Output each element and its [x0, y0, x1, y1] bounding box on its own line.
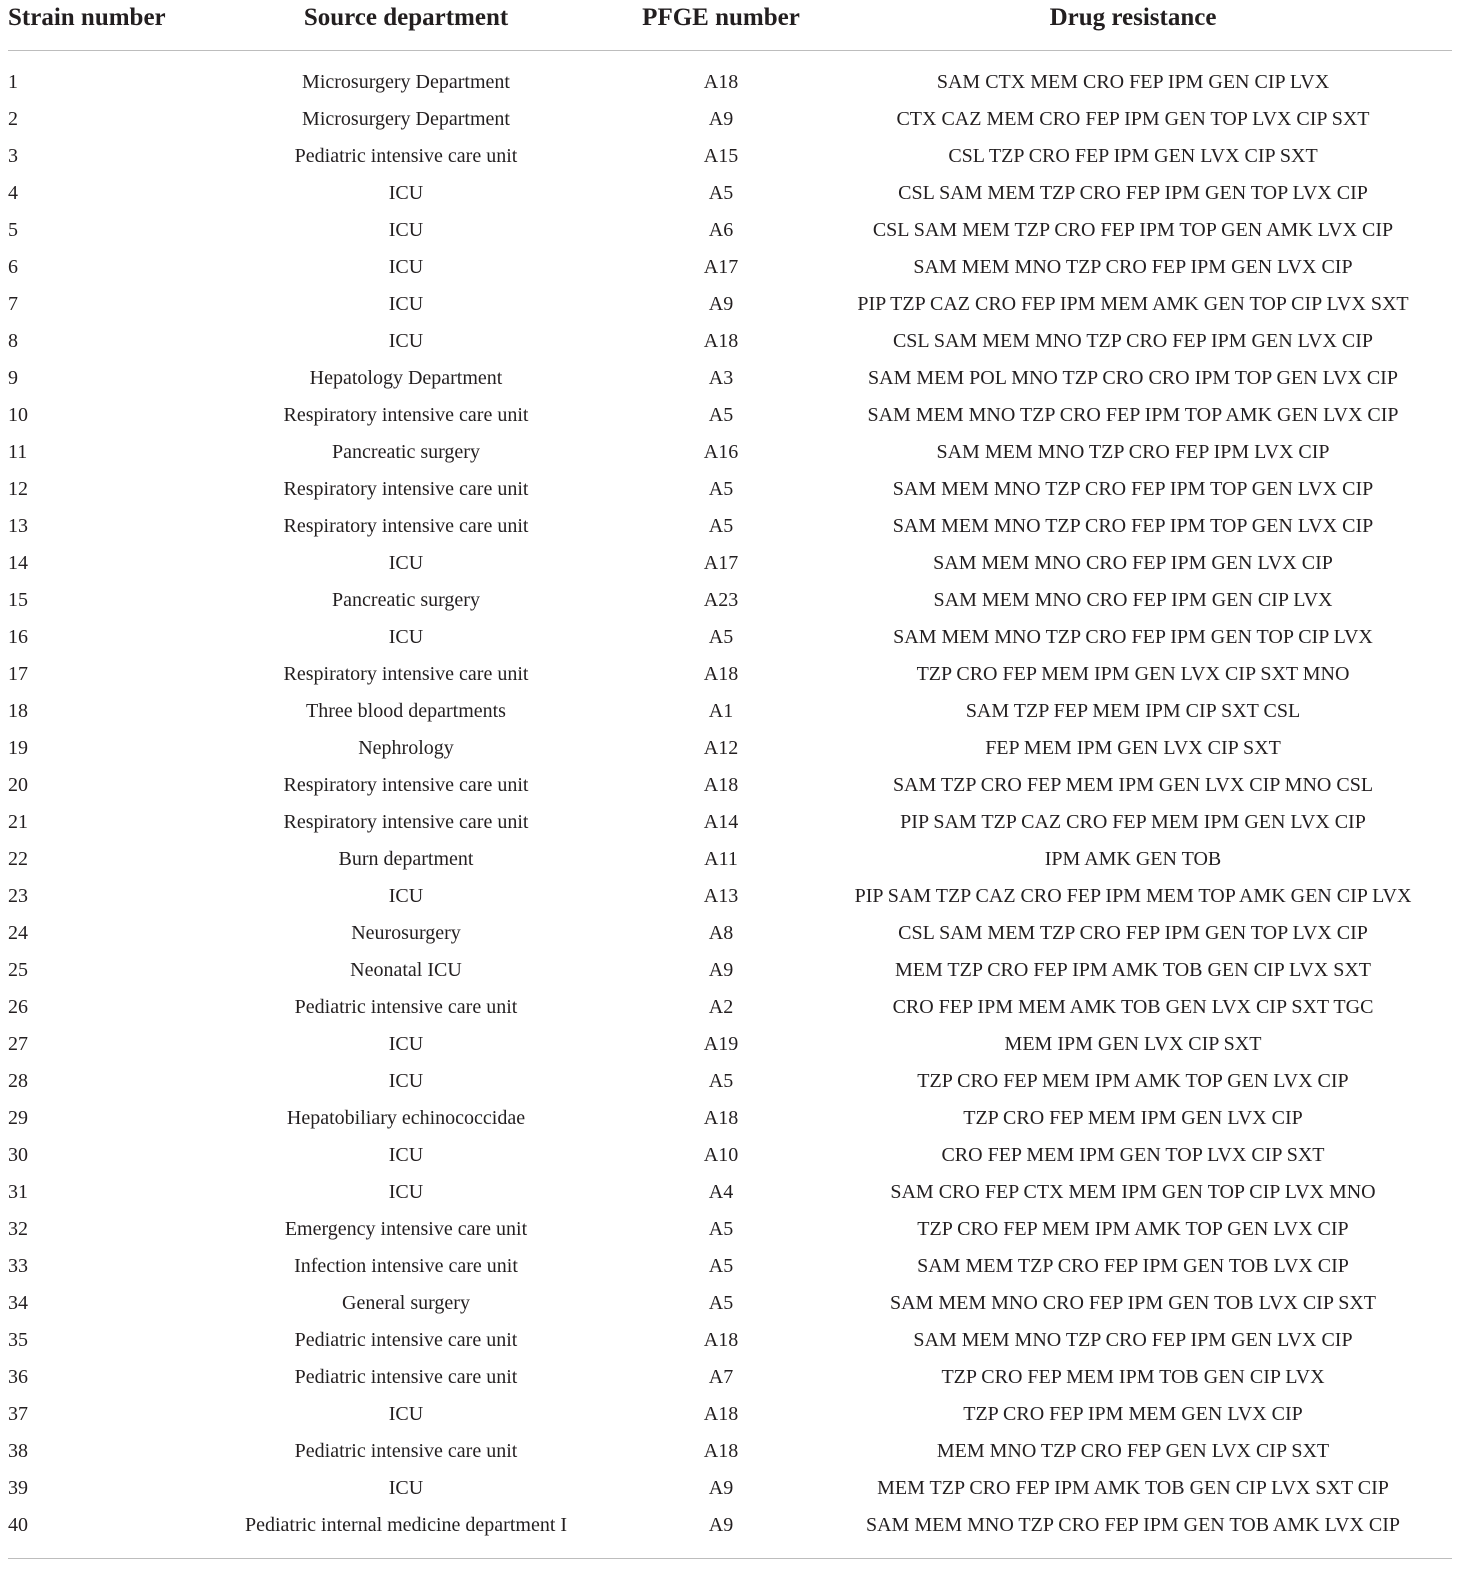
cell-source-department: ICU	[388, 1181, 424, 1203]
cell-source-department: Pediatric intensive care unit	[294, 145, 518, 167]
cell-source-department: Hepatobiliary echinococcidae	[286, 1107, 526, 1129]
cell-source-department: Pediatric intensive care unit	[294, 1366, 518, 1388]
cell-source-department: Neonatal ICU	[350, 959, 462, 981]
cell-pfge-number: A14	[703, 811, 739, 833]
cell-pfge-number: A9	[708, 1477, 734, 1499]
cell-source-department: Respiratory intensive care unit	[283, 515, 529, 537]
cell-source-department: ICU	[388, 626, 424, 648]
table-row	[8, 804, 1452, 841]
cell-drug-resistance: TZP CRO FEP MEM IPM AMK TOP GEN LVX CIP	[917, 1070, 1349, 1092]
cell-source-department: Respiratory intensive care unit	[283, 404, 529, 426]
cell-strain-number: 7	[8, 293, 18, 315]
cell-strain-number: 13	[8, 515, 28, 537]
cell-drug-resistance: SAM MEM MNO TZP CRO FEP IPM TOP GEN LVX CIP	[892, 515, 1374, 537]
header-drug-resistance: Drug resistance	[814, 0, 1452, 51]
table-row	[8, 64, 1452, 101]
cell-strain-number: 8	[8, 330, 18, 352]
cell-pfge-number: A9	[708, 1514, 734, 1536]
table-row	[8, 1137, 1452, 1174]
table-row	[8, 360, 1452, 397]
cell-drug-resistance: TZP CRO FEP IPM MEM GEN LVX CIP	[963, 1403, 1303, 1425]
table-row	[8, 1396, 1452, 1433]
cell-drug-resistance: MEM TZP CRO FEP IPM AMK TOB GEN CIP LVX SXT CIP	[877, 1477, 1389, 1499]
cell-source-department: ICU	[388, 885, 424, 907]
cell-source-department: ICU	[388, 1144, 424, 1166]
cell-source-department: ICU	[388, 293, 424, 315]
cell-pfge-number: A18	[703, 1440, 739, 1462]
cell-drug-resistance: SAM MEM MNO TZP CRO FEP IPM TOP GEN LVX CIP	[892, 478, 1374, 500]
cell-source-department: ICU	[388, 182, 424, 204]
cell-strain-number: 11	[8, 441, 28, 463]
cell-pfge-number: A5	[708, 1255, 734, 1277]
table-body	[8, 51, 1452, 1545]
cell-strain-number: 25	[8, 959, 28, 981]
cell-strain-number: 26	[8, 996, 28, 1018]
table-row	[8, 138, 1452, 175]
cell-drug-resistance: CSL SAM MEM TZP CRO FEP IPM GEN TOP LVX CIP	[898, 922, 1368, 944]
cell-drug-resistance: CSL SAM MEM MNO TZP CRO FEP IPM GEN LVX CIP	[892, 330, 1374, 352]
cell-strain-number: 14	[8, 552, 28, 574]
cell-strain-number: 5	[8, 219, 18, 241]
cell-drug-resistance: CSL TZP CRO FEP IPM GEN LVX CIP SXT	[948, 145, 1318, 167]
cell-strain-number: 35	[8, 1329, 28, 1351]
table-row	[8, 1174, 1452, 1211]
cell-pfge-number: A17	[703, 552, 739, 574]
strain-table	[8, 0, 1452, 1544]
cell-strain-number: 30	[8, 1144, 28, 1166]
cell-drug-resistance: IPM AMK GEN TOB	[1044, 848, 1222, 870]
cell-strain-number: 33	[8, 1255, 28, 1277]
cell-pfge-number: A5	[708, 404, 734, 426]
table-row	[8, 1100, 1452, 1137]
cell-drug-resistance: SAM CRO FEP CTX MEM IPM GEN TOP CIP LVX MNO	[890, 1181, 1376, 1203]
cell-strain-number: 28	[8, 1070, 28, 1092]
cell-source-department: Burn department	[338, 848, 474, 870]
cell-source-department: Pediatric intensive care unit	[294, 1329, 518, 1351]
table-row	[8, 1322, 1452, 1359]
cell-drug-resistance: CTX CAZ MEM CRO FEP IPM GEN TOP LVX CIP SXT	[896, 108, 1370, 130]
cell-source-department: Infection intensive care unit	[294, 1255, 518, 1277]
table-bottom-rule	[8, 1558, 1452, 1559]
cell-strain-number: 27	[8, 1033, 28, 1055]
cell-source-department: Respiratory intensive care unit	[283, 774, 529, 796]
cell-drug-resistance: SAM MEM TZP CRO FEP IPM GEN TOB LVX CIP	[917, 1255, 1349, 1277]
table-row	[8, 730, 1452, 767]
cell-pfge-number: A11	[704, 848, 738, 870]
table-row	[8, 1470, 1452, 1507]
cell-source-department: Pediatric internal medicine department I	[244, 1514, 568, 1536]
cell-drug-resistance: TZP CRO FEP MEM IPM AMK TOP GEN LVX CIP	[917, 1218, 1349, 1240]
table-row	[8, 878, 1452, 915]
cell-strain-number: 21	[8, 811, 28, 833]
cell-source-department: ICU	[388, 552, 424, 574]
table-row	[8, 545, 1452, 582]
table-row	[8, 1359, 1452, 1396]
table-header	[8, 0, 1452, 51]
table-row	[8, 286, 1452, 323]
cell-source-department: Microsurgery Department	[302, 108, 510, 130]
cell-drug-resistance: MEM TZP CRO FEP IPM AMK TOB GEN CIP LVX SXT	[894, 959, 1372, 981]
table-row	[8, 1507, 1452, 1544]
cell-pfge-number: A6	[708, 219, 734, 241]
cell-drug-resistance: SAM TZP CRO FEP MEM IPM GEN LVX CIP MNO CSL	[892, 774, 1374, 796]
table-row	[8, 101, 1452, 138]
cell-strain-number: 3	[8, 145, 18, 167]
cell-source-department: General surgery	[342, 1292, 470, 1314]
cell-pfge-number: A5	[708, 1292, 734, 1314]
cell-pfge-number: A18	[703, 71, 739, 93]
cell-source-department: ICU	[388, 1403, 424, 1425]
cell-strain-number: 18	[8, 700, 28, 722]
cell-drug-resistance: TZP CRO FEP MEM IPM TOB GEN CIP LVX	[941, 1366, 1325, 1388]
table-row	[8, 952, 1452, 989]
cell-drug-resistance: SAM MEM POL MNO TZP CRO CRO IPM TOP GEN LVX CIP	[868, 367, 1398, 389]
cell-source-department: Nephrology	[358, 737, 454, 759]
cell-pfge-number: A15	[703, 145, 739, 167]
table-row	[8, 619, 1452, 656]
cell-drug-resistance: SAM MEM MNO TZP CRO FEP IPM GEN TOB AMK LVX CIP	[865, 1514, 1400, 1536]
cell-pfge-number: A9	[708, 108, 734, 130]
cell-source-department: ICU	[388, 1033, 424, 1055]
cell-pfge-number: A18	[703, 1329, 739, 1351]
cell-source-department: Pediatric intensive care unit	[294, 996, 518, 1018]
cell-source-department: Pediatric intensive care unit	[294, 1440, 518, 1462]
cell-drug-resistance: CRO FEP MEM IPM GEN TOP LVX CIP SXT	[941, 1144, 1325, 1166]
cell-pfge-number: A7	[708, 1366, 734, 1388]
cell-source-department: Emergency intensive care unit	[284, 1218, 528, 1240]
table-row	[8, 582, 1452, 619]
cell-source-department: Respiratory intensive care unit	[283, 663, 529, 685]
cell-strain-number: 34	[8, 1292, 28, 1314]
cell-drug-resistance: SAM CTX MEM CRO FEP IPM GEN CIP LVX	[936, 71, 1330, 93]
cell-strain-number: 17	[8, 663, 28, 685]
cell-pfge-number: A5	[708, 478, 734, 500]
cell-source-department: ICU	[388, 219, 424, 241]
table-row	[8, 249, 1452, 286]
cell-pfge-number: A12	[703, 737, 739, 759]
cell-drug-resistance: MEM MNO TZP CRO FEP GEN LVX CIP SXT	[936, 1440, 1330, 1462]
cell-source-department: Pancreatic surgery	[332, 589, 480, 611]
cell-strain-number: 10	[8, 404, 28, 426]
cell-drug-resistance: SAM MEM MNO CRO FEP IPM GEN LVX CIP	[933, 552, 1333, 574]
table-row	[8, 1211, 1452, 1248]
table-row	[8, 1285, 1452, 1322]
cell-source-department: Respiratory intensive care unit	[283, 478, 529, 500]
table-row	[8, 1433, 1452, 1470]
header-pfge-number: PFGE number	[628, 0, 814, 51]
cell-pfge-number: A3	[708, 367, 734, 389]
cell-drug-resistance: SAM TZP FEP MEM IPM CIP SXT CSL	[965, 700, 1301, 722]
cell-strain-number: 2	[8, 108, 18, 130]
cell-pfge-number: A18	[703, 330, 739, 352]
table-row	[8, 175, 1452, 212]
cell-drug-resistance: SAM MEM MNO CRO FEP IPM GEN CIP LVX	[933, 589, 1333, 611]
cell-source-department: ICU	[388, 256, 424, 278]
cell-strain-number: 9	[8, 367, 18, 389]
cell-drug-resistance: SAM MEM MNO TZP CRO FEP IPM GEN TOP CIP LVX	[893, 626, 1373, 648]
cell-pfge-number: A4	[708, 1181, 734, 1203]
table-row	[8, 434, 1452, 471]
cell-pfge-number: A13	[703, 885, 739, 907]
cell-source-department: ICU	[388, 1070, 424, 1092]
cell-drug-resistance: MEM IPM GEN LVX CIP SXT	[1004, 1033, 1262, 1055]
table-row	[8, 1248, 1452, 1285]
cell-drug-resistance: SAM MEM MNO TZP CRO FEP IPM GEN LVX CIP	[913, 256, 1353, 278]
cell-drug-resistance: CRO FEP IPM MEM AMK TOB GEN LVX CIP SXT TGC	[892, 996, 1374, 1018]
table-row	[8, 1026, 1452, 1063]
header-strain-number: Strain number	[8, 0, 184, 51]
table-row	[8, 323, 1452, 360]
cell-pfge-number: A5	[708, 626, 734, 648]
cell-source-department: Pancreatic surgery	[332, 441, 480, 463]
table-row	[8, 397, 1452, 434]
cell-source-department: Respiratory intensive care unit	[283, 811, 529, 833]
table-row	[8, 471, 1452, 508]
cell-drug-resistance: PIP SAM TZP CAZ CRO FEP MEM IPM GEN LVX CIP	[900, 811, 1366, 833]
cell-drug-resistance: TZP CRO FEP MEM IPM GEN LVX CIP SXT MNO	[916, 663, 1350, 685]
cell-source-department: ICU	[388, 330, 424, 352]
cell-strain-number: 40	[8, 1514, 28, 1536]
cell-pfge-number: A18	[703, 1403, 739, 1425]
cell-source-department: Neurosurgery	[351, 922, 461, 944]
cell-drug-resistance: SAM MEM MNO TZP CRO FEP IPM TOP AMK GEN LVX CIP	[867, 404, 1399, 426]
cell-drug-resistance: FEP MEM IPM GEN LVX CIP SXT	[985, 737, 1281, 759]
cell-source-department: Three blood departments	[306, 700, 506, 722]
table-row	[8, 989, 1452, 1026]
cell-strain-number: 4	[8, 182, 18, 204]
table-row	[8, 915, 1452, 952]
header-source-department: Source department	[184, 0, 628, 51]
cell-strain-number: 37	[8, 1403, 28, 1425]
cell-strain-number: 24	[8, 922, 28, 944]
cell-strain-number: 6	[8, 256, 18, 278]
cell-strain-number: 15	[8, 589, 28, 611]
cell-pfge-number: A9	[708, 959, 734, 981]
cell-source-department: Hepatology Department	[309, 367, 503, 389]
table-row	[8, 841, 1452, 878]
cell-pfge-number: A5	[708, 1070, 734, 1092]
cell-pfge-number: A18	[703, 774, 739, 796]
cell-pfge-number: A5	[708, 515, 734, 537]
header-row	[8, 0, 1452, 51]
header-spacer	[8, 51, 1452, 65]
cell-source-department: Microsurgery Department	[302, 71, 510, 93]
cell-strain-number: 22	[8, 848, 28, 870]
cell-strain-number: 16	[8, 626, 28, 648]
cell-pfge-number: A1	[708, 700, 734, 722]
cell-drug-resistance: CSL SAM MEM TZP CRO FEP IPM GEN TOP LVX CIP	[898, 182, 1368, 204]
table-row	[8, 656, 1452, 693]
cell-pfge-number: A17	[703, 256, 739, 278]
cell-strain-number: 32	[8, 1218, 28, 1240]
cell-strain-number: 23	[8, 885, 28, 907]
cell-source-department: ICU	[388, 1477, 424, 1499]
cell-strain-number: 29	[8, 1107, 28, 1129]
cell-drug-resistance: SAM MEM MNO TZP CRO FEP IPM GEN LVX CIP	[913, 1329, 1353, 1351]
cell-pfge-number: A10	[703, 1144, 739, 1166]
cell-drug-resistance: TZP CRO FEP MEM IPM GEN LVX CIP	[963, 1107, 1303, 1129]
cell-drug-resistance: SAM MEM MNO TZP CRO FEP IPM LVX CIP	[936, 441, 1330, 463]
table-row	[8, 508, 1452, 545]
cell-pfge-number: A18	[703, 663, 739, 685]
cell-pfge-number: A23	[703, 589, 739, 611]
table-row	[8, 212, 1452, 249]
cell-pfge-number: A9	[708, 293, 734, 315]
cell-strain-number: 1	[8, 71, 18, 93]
cell-strain-number: 19	[8, 737, 28, 759]
cell-strain-number: 31	[8, 1181, 28, 1203]
table-row	[8, 767, 1452, 804]
cell-drug-resistance: CSL SAM MEM TZP CRO FEP IPM TOP GEN AMK LVX CIP	[872, 219, 1394, 241]
cell-strain-number: 36	[8, 1366, 28, 1388]
cell-pfge-number: A5	[708, 182, 734, 204]
cell-strain-number: 39	[8, 1477, 28, 1499]
cell-strain-number: 20	[8, 774, 28, 796]
cell-pfge-number: A18	[703, 1107, 739, 1129]
cell-pfge-number: A2	[708, 996, 734, 1018]
cell-strain-number: 12	[8, 478, 28, 500]
cell-strain-number: 38	[8, 1440, 28, 1462]
table-row	[8, 1063, 1452, 1100]
cell-pfge-number: A8	[708, 922, 734, 944]
cell-drug-resistance: PIP SAM TZP CAZ CRO FEP IPM MEM TOP AMK GEN CIP LVX	[854, 885, 1412, 907]
cell-pfge-number: A5	[708, 1218, 734, 1240]
table-row	[8, 693, 1452, 730]
cell-pfge-number: A16	[703, 441, 739, 463]
cell-drug-resistance: SAM MEM MNO CRO FEP IPM GEN TOB LVX CIP SXT	[889, 1292, 1377, 1314]
cell-pfge-number: A19	[703, 1033, 739, 1055]
cell-drug-resistance: PIP TZP CAZ CRO FEP IPM MEM AMK GEN TOP CIP LVX SXT	[857, 293, 1409, 315]
